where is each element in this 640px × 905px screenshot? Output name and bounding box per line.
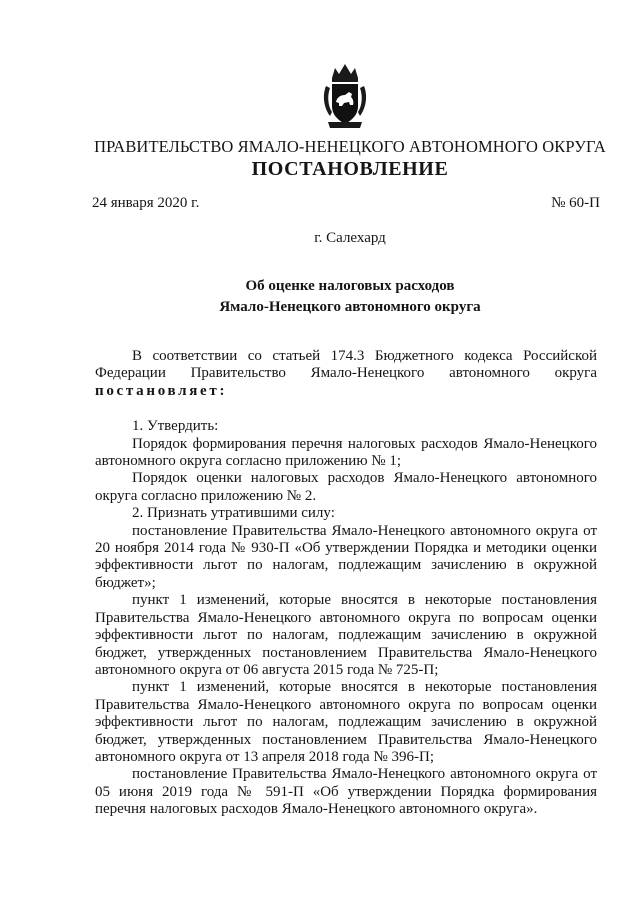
clause-2-item-a: постановление Правительства Ямало-Ненецкого автономного округа от 20 ноября 2014 года № 930-П «Об утверждении Порядка и методики оценки эффективности льгот по налогам, подлежащим зачислению в окружной бюджет»; [95, 522, 597, 591]
clause-1-item-b: Порядок оценки налоговых расходов Ямало-Ненецкого автономного округа согласно приложению № 2. [95, 470, 597, 504]
clause-2-item-b: пункт 1 изменений, которые вносятся в некоторые постановления Правительства Ямало-Ненецкого автономного округа по вопросам оценки эффективности льгот по налогам, подлежащим зачислению в окружной бюджет, утвержденных постановлением Правительства Ямало-Ненецкого автономного округа от 06 августа 2015 года № 725-П; [95, 592, 597, 678]
document-date: 24 января 2020 г. [92, 195, 200, 211]
organization-name: ПРАВИТЕЛЬСТВО ЯМАЛО-НЕНЕЦКОГО АВТОНОМНОГО ОКРУГА [94, 137, 606, 156]
title-line-2: Ямало-Ненецкого автономного округа [219, 299, 481, 315]
clause-2: 2. Признать утратившими силу: [132, 505, 335, 522]
preamble-text: В соответствии со статьей 174.3 Бюджетного кодекса Российской Федерации Правительство Ямало-Ненецкого автономного округа [95, 348, 597, 382]
clause-2-item-c: пункт 1 изменений, которые вносятся в некоторые постановления Правительства Ямало-Ненецкого автономного округа по вопросам оценки эффективности льгот по налогам, подлежащим зачислению в окружной бюджет, утвержденных постановлением Правительства Ямало-Ненецкого автономного округа от 13 апреля 2018 года № 396-П; [95, 679, 597, 765]
document-number: № 60-П [551, 195, 600, 211]
preamble-verb: постановляет: [95, 382, 228, 399]
clause-1: 1. Утвердить: [132, 418, 219, 435]
clause-1-item-a: Порядок формирования перечня налоговых расходов Ямало-Ненецкого автономного округа согласно приложению № 1; [95, 435, 597, 470]
title-line-1: Об оценке налоговых расходов [245, 278, 455, 294]
document-city: г. Салехард [314, 230, 386, 246]
document-body [95, 348, 597, 819]
coat-of-arms-icon [322, 62, 368, 132]
document-type: ПОСТАНОВЛЕНИЕ [251, 158, 449, 180]
document-title [0, 276, 640, 318]
clause-2-item-d: постановление Правительства Ямало-Ненецкого автономного округа от 05 июня 2019 года № 591-П «Об утверждении Порядка формирования перечня налоговых расходов Ямало-Ненецкого автономного округа». [95, 766, 597, 818]
preamble-paragraph [95, 348, 597, 400]
